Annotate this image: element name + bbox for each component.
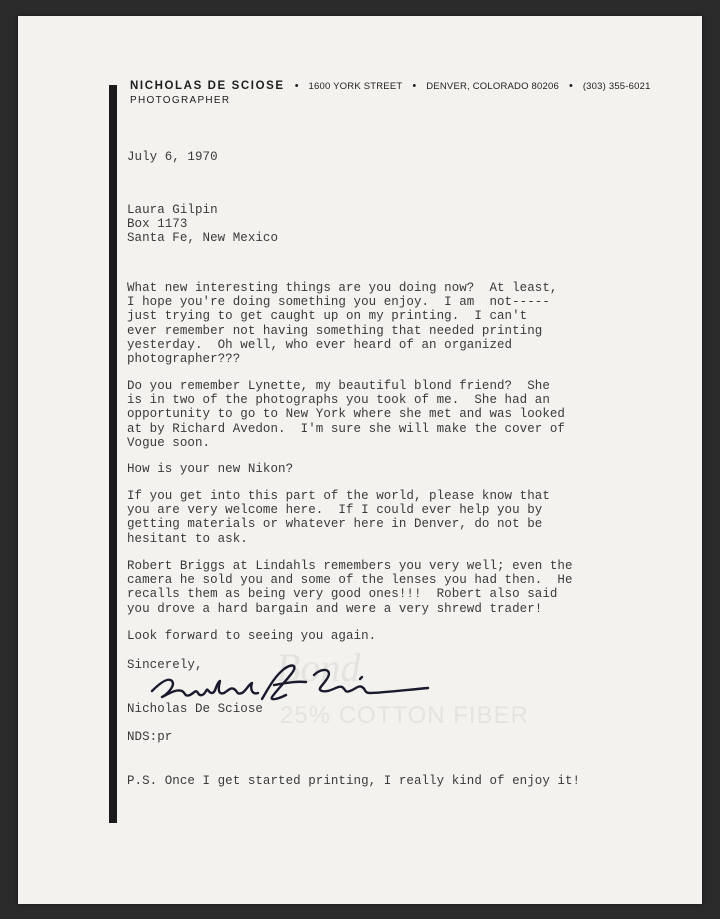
letter-date: July 6, 1970	[127, 150, 218, 164]
body-paragraph: How is your new Nikon?	[127, 462, 294, 476]
letterhead-phone: (303) 355-6021	[582, 81, 651, 92]
letter-page	[18, 16, 702, 904]
recipient-city: Santa Fe, New Mexico	[127, 231, 279, 246]
bullet-separator: •	[412, 80, 417, 92]
body-paragraph: Robert Briggs at Lindahls remembers you very well; even the camera he sold you and some of the lenses you had then. He recalls them as being very good ones!!! Robert also said you drove a hard bargain and were a very shrewd trader!	[127, 559, 573, 616]
bullet-separator: •	[294, 80, 299, 92]
bullet-separator: •	[568, 80, 573, 92]
closing: Sincerely,	[127, 658, 203, 672]
recipient-name: Laura Gilpin	[127, 203, 218, 217]
postscript: P.S. Once I get started printing, I really kind of enjoy it!	[127, 774, 581, 788]
body-paragraph: Look forward to seeing you again.	[127, 629, 377, 643]
watermark-fiber: 25% COTTON FIBER	[280, 702, 529, 729]
letterhead	[130, 80, 651, 106]
body-paragraph: What new interesting things are you doing now? At least, I hope you're doing something you enjoy. I am not----- just trying to get caught up on my printing. I can't ever remember not having something that needed printing yesterday. Oh well, who ever heard of an organized photographer???	[127, 281, 558, 367]
letterhead-address: 1600 YORK STREET	[308, 81, 403, 92]
watermark-brand: Bond	[276, 645, 361, 690]
recipient-address	[127, 203, 278, 246]
letterhead-name: NICHOLAS DE SCIOSE	[130, 80, 285, 92]
letterhead-title: PHOTOGRAPHER	[130, 95, 231, 106]
reference-initials: NDS:pr	[127, 730, 173, 744]
recipient-box: Box 1173	[127, 217, 188, 232]
body-paragraph: If you get into this part of the world, please know that you are very welcome here. If I could ever help you by getting materials or whatever here in Denver, do not be hesitant to ask.	[127, 489, 550, 546]
letterhead-city: DENVER, COLORADO 80206	[426, 81, 559, 92]
letterhead-line	[130, 80, 651, 92]
body-paragraph: Do you remember Lynette, my beautiful blond friend? She is in two of the photographs you took of me. She had an opportunity to go to New York where she met and was looked at by Richard Avedon. I'm sure she will make the cover of Vogue soon.	[127, 379, 565, 450]
typed-signature-name: Nicholas De Sciose	[127, 702, 263, 716]
letterhead-vertical-rule	[109, 85, 117, 823]
